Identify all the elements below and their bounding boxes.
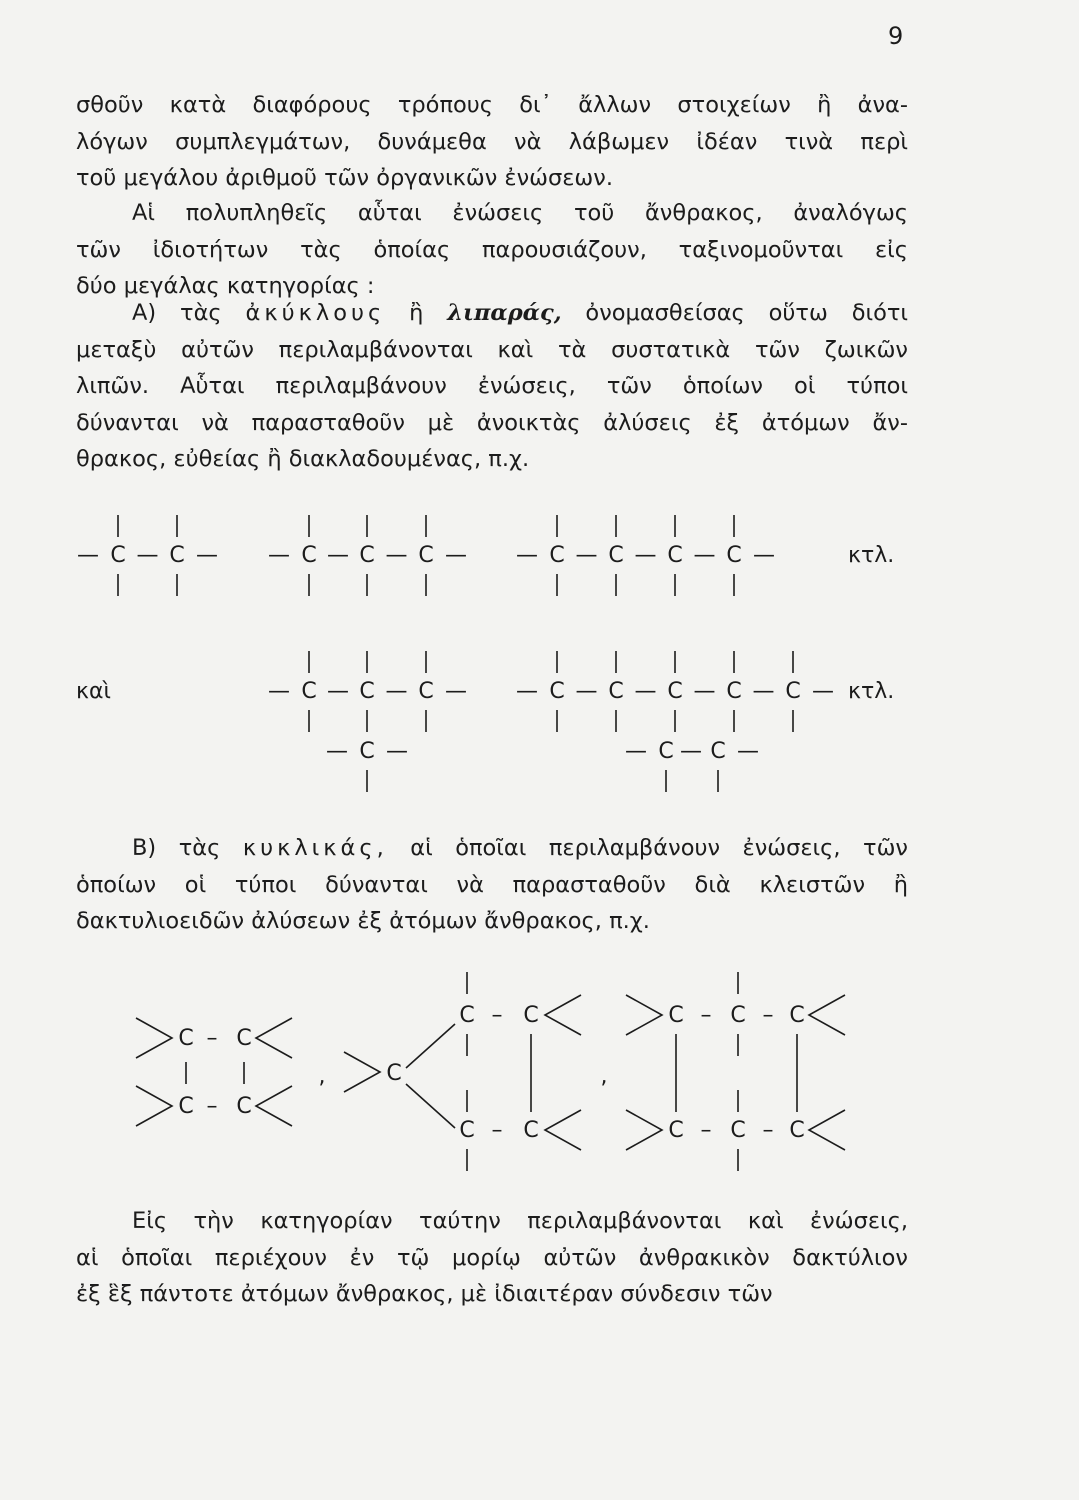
carbon-atom: C bbox=[523, 1003, 539, 1028]
carbon-atom: C bbox=[710, 739, 726, 764]
text-line: δύνανται νὰ παρασταθοῦν μὲ ἀνοικτὰς ἀλύσεις ἐξ ἀτόμων ἄν- bbox=[76, 409, 908, 436]
bond-dash: — bbox=[196, 543, 218, 568]
fatty-term: λιπαράς, bbox=[447, 300, 562, 326]
substituent-bonds bbox=[344, 1052, 380, 1092]
carbon-atom: C bbox=[359, 679, 375, 704]
carbon-atom: C bbox=[178, 1026, 194, 1051]
separator-comma: , bbox=[600, 1064, 608, 1089]
section-a-paragraph bbox=[76, 295, 908, 478]
etc-label-row1: κτλ. bbox=[848, 543, 895, 568]
bond-dash: — bbox=[575, 543, 598, 568]
bond-dash: – bbox=[700, 1003, 712, 1028]
carbon-atom: C bbox=[523, 1118, 539, 1143]
text-line: ἐξ ἓξ πάντοτε ἀτόμων ἄνθρακος, μὲ ἰδιαιτέραν σύνδεσιν τῶν bbox=[76, 1281, 773, 1307]
bond-dash: — bbox=[326, 739, 348, 764]
carbon-atom: C bbox=[789, 1003, 805, 1028]
cyclic-term: κυκλικάς, bbox=[242, 835, 388, 861]
carbon-atom: C bbox=[549, 679, 565, 704]
bond-dash: – bbox=[206, 1094, 218, 1119]
etc-label-row2: κτλ. bbox=[848, 679, 895, 704]
bond-dash: — bbox=[752, 679, 775, 704]
bond-dash: — bbox=[385, 543, 408, 568]
text-line: Εἰς τὴν κατηγορίαν ταύτην περιλαμβάνονται καὶ ἐνώσεις, bbox=[132, 1208, 908, 1234]
carbon-atom: C bbox=[459, 1118, 475, 1143]
text-line: τοῦ μεγάλου ἀριθμοῦ τῶν ὀργανικῶν ἐνώσεων. bbox=[76, 165, 613, 191]
substituent-bonds bbox=[626, 995, 662, 1035]
section-b-line1-rest: αἱ ὁποῖαι περιλαμβάνουν ἐνώσεις, τῶν bbox=[410, 835, 908, 861]
bond-dash: – bbox=[491, 1118, 503, 1143]
carbon-atom: C bbox=[608, 543, 624, 568]
bond-dash: — bbox=[445, 679, 467, 704]
text-line: αἱ ὁποῖαι περιέχουν ἐν τῷ μορίῳ αὐτῶν ἀνθρακικὸν δακτύλιον bbox=[76, 1244, 908, 1271]
bond-dash: — bbox=[268, 543, 290, 568]
carbon-atom: C bbox=[301, 543, 317, 568]
substituent-bonds bbox=[256, 1018, 292, 1058]
carbon-atom: C bbox=[726, 679, 742, 704]
substituent-bonds bbox=[809, 995, 845, 1035]
bond-dash: – bbox=[762, 1118, 774, 1143]
carbon-atom: C bbox=[169, 543, 185, 568]
bond-diagonal bbox=[406, 1024, 455, 1068]
text-line: θρακος, εὐθείας ἢ διακλαδουμένας, π.χ. bbox=[76, 446, 530, 472]
substituent-bonds bbox=[256, 1086, 292, 1126]
carbon-atom: C bbox=[668, 1003, 684, 1028]
carbon-atom: C bbox=[236, 1094, 252, 1119]
bond-dash: — bbox=[737, 739, 759, 764]
bond-dash: — bbox=[385, 679, 408, 704]
section-a-line1-rest: ὀνομασθείσας οὕτω διότι bbox=[585, 300, 909, 326]
text-line: τῶν ἰδιοτήτων τὰς ὁποίας παρουσιάζουν, ταξινομοῦνται εἰς bbox=[76, 236, 908, 263]
bond-dash: — bbox=[327, 679, 349, 704]
section-b-paragraph bbox=[76, 830, 908, 940]
substituent-bonds bbox=[136, 1086, 172, 1126]
bond-dash: — bbox=[634, 679, 657, 704]
closing-paragraph bbox=[76, 1203, 908, 1313]
substituent-bonds bbox=[809, 1110, 845, 1150]
section-b-first-line bbox=[76, 830, 908, 867]
bond-dash: – bbox=[700, 1118, 712, 1143]
carbon-atom: C bbox=[418, 679, 434, 704]
text-line: λόγων συμπλεγμάτων, δυνάμεθα νὰ λάβωμεν ἰδέαν τινὰ περὶ bbox=[76, 128, 908, 155]
separator-comma: , bbox=[318, 1064, 326, 1089]
categories-paragraph bbox=[76, 195, 908, 305]
carbon-atom: C bbox=[418, 543, 434, 568]
substituent-bonds bbox=[136, 1018, 172, 1058]
bond-dash: — bbox=[268, 679, 290, 704]
bond-dash: — bbox=[77, 543, 99, 568]
carbon-atom: C bbox=[359, 739, 375, 764]
section-a-prefix: Α) τὰς bbox=[132, 300, 222, 326]
text-line: μεταξὺ αὐτῶν περιλαμβάνονται καὶ τὰ συστατικὰ τῶν ζωικῶν bbox=[76, 336, 908, 363]
substituent-bonds bbox=[545, 1110, 581, 1150]
carbon-atom: C bbox=[785, 679, 801, 704]
carbon-atom: C bbox=[236, 1026, 252, 1051]
intro-paragraph bbox=[76, 87, 908, 197]
carbon-atom: C bbox=[730, 1003, 746, 1028]
carbon-atom: C bbox=[667, 543, 683, 568]
bond-dash: — bbox=[516, 543, 538, 568]
ring-structures bbox=[136, 972, 845, 1171]
bond-dash: – bbox=[762, 1003, 774, 1028]
bond-dash: — bbox=[516, 679, 538, 704]
bond-dash: — bbox=[136, 543, 159, 568]
bond-dash: — bbox=[625, 739, 647, 764]
carbon-atom: C bbox=[667, 679, 683, 704]
bond-dash: – bbox=[206, 1026, 218, 1051]
acyclic-term: ἀκύκλους bbox=[245, 300, 386, 326]
bond-dash: — bbox=[634, 543, 657, 568]
section-b-prefix: Β) τὰς bbox=[132, 835, 221, 861]
carbon-atom: C bbox=[668, 1118, 684, 1143]
substituent-bonds bbox=[545, 995, 581, 1035]
conjunction: ἢ bbox=[409, 300, 424, 326]
text-line: ὁποίων οἱ τύποι δύνανται νὰ παρασταθοῦν διὰ κλειστῶν ἢ bbox=[76, 871, 908, 898]
carbon-atom: C bbox=[549, 543, 565, 568]
text-line: Αἱ πολυπληθεῖς αὗται ἐνώσεις τοῦ ἄνθρακος, ἀναλόγως bbox=[132, 200, 908, 226]
bond-dash: — bbox=[327, 543, 349, 568]
carbon-atom: C bbox=[726, 543, 742, 568]
bond-dash: — bbox=[575, 679, 598, 704]
bond-dash: — bbox=[693, 679, 716, 704]
bond-dash: — bbox=[680, 739, 702, 764]
text-line: δύο μεγάλας κατηγορίας : bbox=[76, 273, 375, 299]
carbon-atom: C bbox=[459, 1003, 475, 1028]
section-a-first-line bbox=[76, 295, 908, 332]
carbon-atom: C bbox=[730, 1118, 746, 1143]
bond-dash: — bbox=[445, 543, 467, 568]
bond-diagonal bbox=[406, 1084, 455, 1128]
text-line: λιπῶν. Αὗται περιλαμβάνουν ἐνώσεις, τῶν ὁποίων οἱ τύποι bbox=[76, 373, 908, 399]
carbon-atom: C bbox=[789, 1118, 805, 1143]
bond-dash: — bbox=[693, 543, 716, 568]
carbon-atom: C bbox=[301, 679, 317, 704]
chain-structures bbox=[77, 515, 834, 792]
page-number: 9 bbox=[888, 22, 904, 50]
carbon-atom: C bbox=[359, 543, 375, 568]
bond-dash: — bbox=[812, 679, 834, 704]
text-line: σθοῦν κατὰ διαφόρους τρόπους δι᾽ ἄλλων στοιχείων ἢ ἀνα- bbox=[76, 92, 908, 118]
carbon-atom: C bbox=[110, 543, 126, 568]
bond-dash: – bbox=[491, 1003, 503, 1028]
carbon-atom: C bbox=[658, 739, 674, 764]
bond-dash: — bbox=[753, 543, 775, 568]
bond-dash: — bbox=[386, 739, 408, 764]
text-line: δακτυλιοειδῶν ἀλύσεων ἐξ ἀτόμων ἄνθρακος, π.χ. bbox=[76, 908, 650, 934]
carbon-atom: C bbox=[386, 1061, 402, 1086]
carbon-atom: C bbox=[608, 679, 624, 704]
carbon-atom: C bbox=[178, 1094, 194, 1119]
substituent-bonds bbox=[626, 1110, 662, 1150]
and-label: καὶ bbox=[76, 679, 111, 704]
